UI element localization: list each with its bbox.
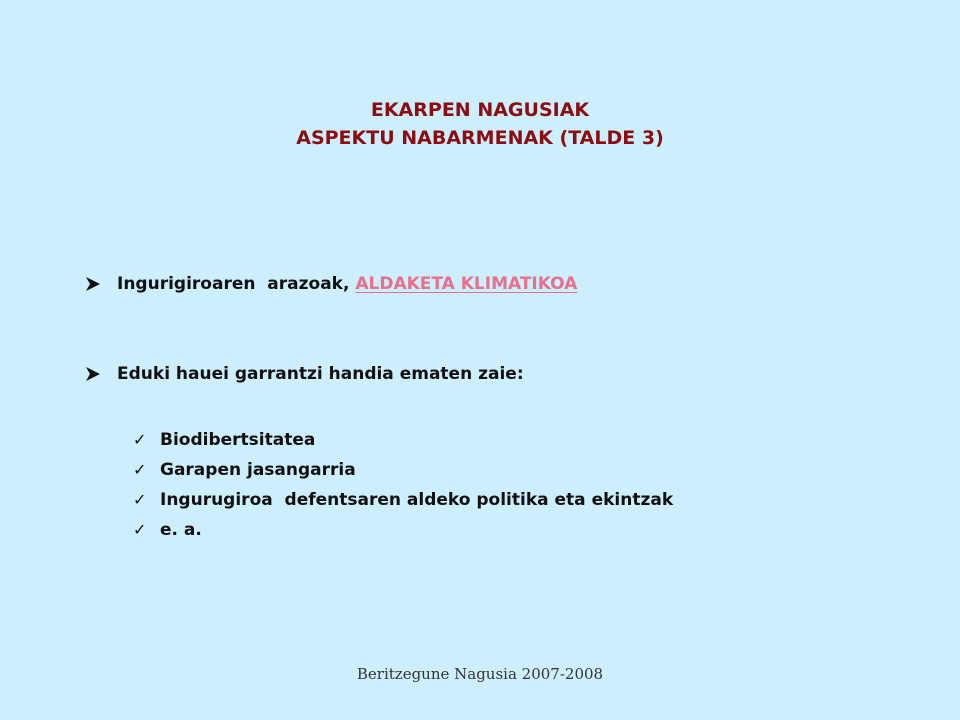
arrow-bullet-icon <box>86 277 100 291</box>
bullet-text-2: Eduki hauei garrantzi handia ematen zaie: <box>117 364 524 384</box>
slide-title <box>0 96 960 152</box>
list-item <box>133 425 673 455</box>
sub-item-text: Garapen jasangarria <box>160 460 356 480</box>
arrow-bullet-icon <box>86 367 100 381</box>
checkmark-icon: ✓ <box>133 520 147 539</box>
bullet-text-1: Ingurigiroaren arazoak, <box>117 274 356 294</box>
checkmark-icon: ✓ <box>133 430 147 449</box>
title-line-2: ASPEKTU NABARMENAK (TALDE 3) <box>296 127 664 149</box>
climate-change-link[interactable]: ALDAKETA KLIMATIKOA <box>355 274 578 294</box>
checkmark-icon: ✓ <box>133 490 147 509</box>
list-item <box>133 515 673 545</box>
bullet-item-1 <box>86 272 577 296</box>
sub-item-text: Ingurugiroa defentsaren aldeko politika eta ekintzak <box>160 490 674 510</box>
sub-item-text: e. a. <box>160 520 202 540</box>
list-item <box>133 485 673 515</box>
checkmark-icon: ✓ <box>133 460 147 479</box>
sub-list <box>133 425 673 545</box>
slide-footer: Beritzegune Nagusia 2007-2008 <box>356 665 604 683</box>
title-line-1: EKARPEN NAGUSIAK <box>370 99 590 121</box>
sub-item-text: Biodibertsitatea <box>160 430 316 450</box>
list-item <box>133 455 673 485</box>
bullet-item-2 <box>86 362 524 386</box>
